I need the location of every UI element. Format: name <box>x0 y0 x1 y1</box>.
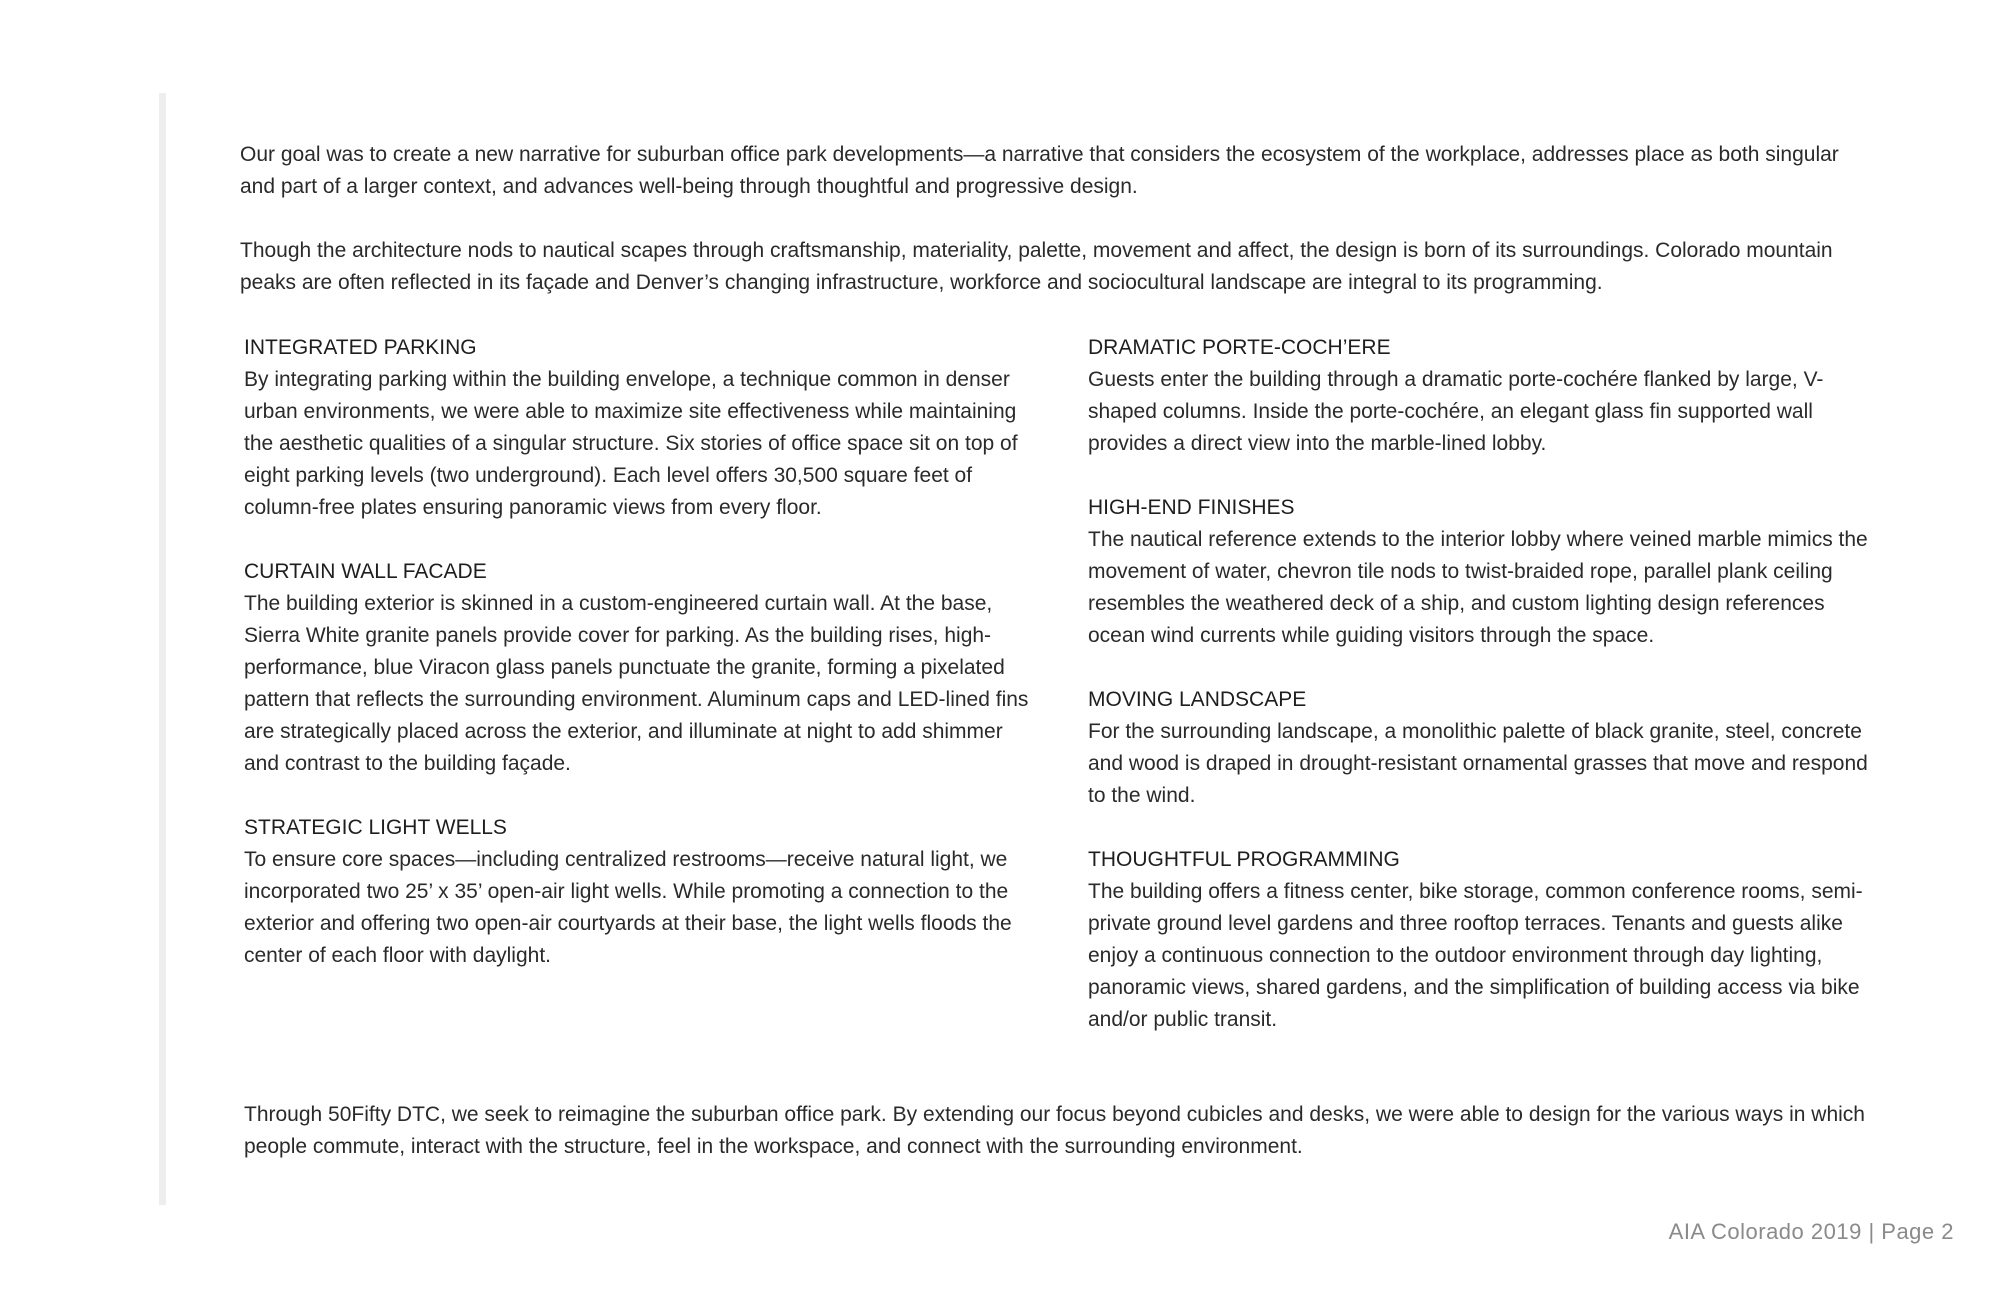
sidebar-rule <box>159 93 166 1205</box>
section-strategic-light-wells <box>244 812 1034 972</box>
section-heading: DRAMATIC PORTE-COCH’ERE <box>1088 336 1391 359</box>
section-heading: CURTAIN WALL FACADE <box>244 560 487 583</box>
right-column <box>1088 332 1878 1068</box>
section-heading: THOUGHTFUL PROGRAMMING <box>1088 848 1400 871</box>
section-body: The building offers a fitness center, bike storage, common conference rooms, semi-private ground level gardens and three rooftop terraces. Tenants and guests alike enjoy a continuous connection to the outdoor environment through day lighting, panoramic views, shared gardens, and the simplification of building access via bike and/or public transit. <box>1088 880 1863 1031</box>
intro-paragraph: Though the architecture nods to nautical scapes through craftsmanship, materiality, palette, movement and affect, the design is born of its surroundings. Colorado mountain peaks are often reflected in its façade and Denver’s changing infrastructure, workforce and sociocultural landscape are integral to its programming. <box>240 239 1833 294</box>
section-heading: HIGH-END FINISHES <box>1088 496 1295 519</box>
section-integrated-parking <box>244 332 1034 524</box>
section-thoughtful-programming <box>1088 844 1878 1036</box>
section-body: The nautical reference extends to the interior lobby where veined marble mimics the movement of water, chevron tile nods to twist-braided rope, parallel plank ceiling resembles the weathered deck of a ship, and custom lighting design references ocean wind currents while guiding visitors through the space. <box>1088 528 1868 647</box>
section-heading: INTEGRATED PARKING <box>244 336 477 359</box>
intro-paragraph: Our goal was to create a new narrative for suburban office park developments—a narrative that considers the ecosystem of the workplace, addresses place as both singular and part of a larger context, and advances well-being through thoughtful and progressive design. <box>240 143 1839 198</box>
section-body: For the surrounding landscape, a monolithic palette of black granite, steel, concrete and wood is draped in drought-resistant ornamental grasses that move and respond to the wind. <box>1088 720 1868 807</box>
section-body: The building exterior is skinned in a custom-engineered curtain wall. At the base, Sierra White granite panels provide cover for parking. As the building rises, high-performance, blue Viracon glass panels punctuate the granite, forming a pixelated pattern that reflects the surrounding environment. Aluminum caps and LED-lined fins are strategically placed across the exterior, and illuminate at night to add shimmer and contrast to the building façade. <box>244 592 1029 775</box>
left-column <box>244 332 1034 1004</box>
section-heading: STRATEGIC LIGHT WELLS <box>244 816 507 839</box>
section-body: To ensure core spaces—including centralized restrooms—receive natural light, we incorporated two 25’ x 35’ open-air light wells. While promoting a connection to the exterior and offering two open-air courtyards at their base, the light wells floods the center of each floor with daylight. <box>244 848 1012 967</box>
section-heading: MOVING LANDSCAPE <box>1088 688 1307 711</box>
section-high-end-finishes <box>1088 492 1878 652</box>
section-porte-cochere <box>1088 332 1878 460</box>
section-curtain-wall-facade <box>244 556 1034 780</box>
section-body: Guests enter the building through a dramatic porte-cochére flanked by large, V-shaped columns. Inside the porte-cochére, an elegant glass fin supported wall provides a direct view into the marble-lined lobby. <box>1088 368 1824 455</box>
section-moving-landscape <box>1088 684 1878 812</box>
page-footer: AIA Colorado 2019 | Page 2 <box>1668 1219 1954 1244</box>
closing-paragraph: Through 50Fifty DTC, we seek to reimagine the suburban office park. By extending our focus beyond cubicles and desks, we were able to design for the various ways in which people commute, interact with the structure, feel in the workspace, and connect with the surrounding environment. <box>244 1103 1865 1158</box>
section-body: By integrating parking within the building envelope, a technique common in denser urban environments, we were able to maximize site effectiveness while maintaining the aesthetic qualities of a singular structure. Six stories of office space sit on top of eight parking levels (two underground). Each level offers 30,500 square feet of column-free plates ensuring panoramic views from every floor. <box>244 368 1018 519</box>
